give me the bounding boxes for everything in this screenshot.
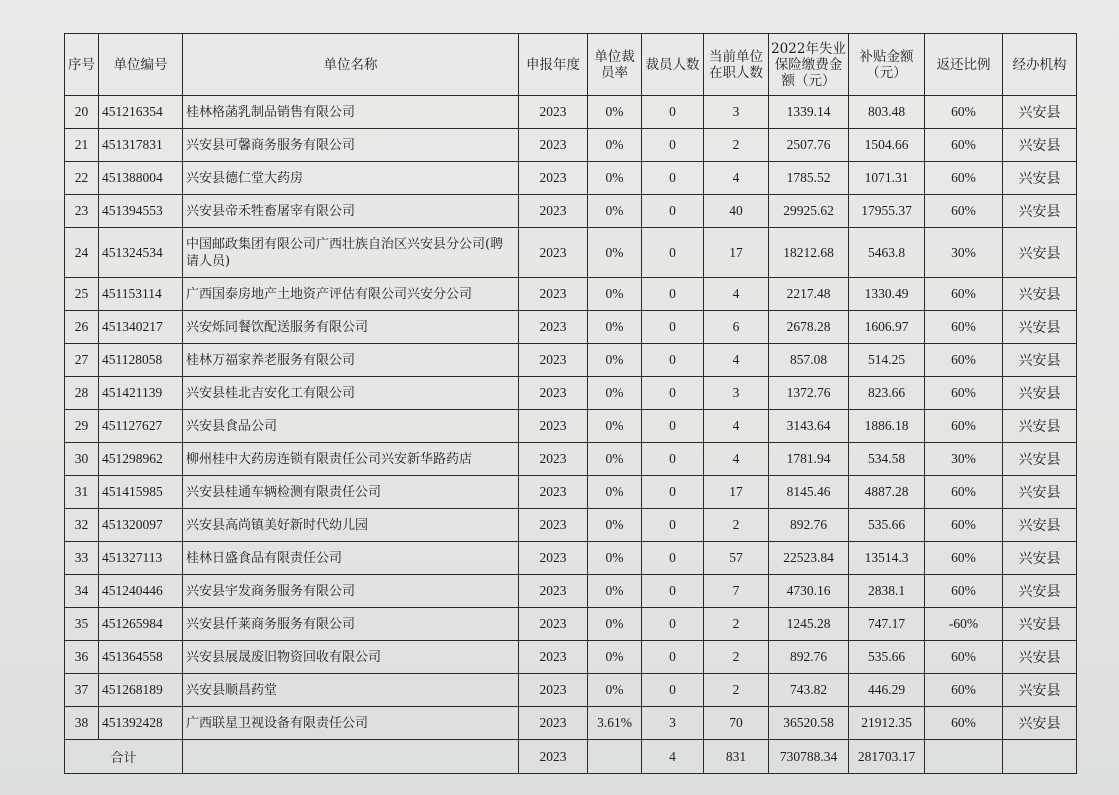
cell-name: 兴安县仟莱商务服务有限公司 [183, 608, 519, 641]
cell-current-staff: 2 [704, 641, 769, 674]
cell-layoff-count: 0 [642, 129, 704, 162]
cell-insurance-fee: 2678.28 [769, 311, 849, 344]
cell-layoff-rate: 0% [588, 311, 642, 344]
table-row [65, 377, 1077, 410]
cell-name: 兴安县宇发商务服务有限公司 [183, 575, 519, 608]
cell-subsidy: 514.25 [849, 344, 925, 377]
cell-seq: 32 [65, 509, 99, 542]
cell-refund-ratio: 60% [925, 311, 1003, 344]
total-subsidy: 281703.17 [849, 740, 925, 774]
cell-insurance-fee: 36520.58 [769, 707, 849, 740]
cell-agency: 兴安县 [1003, 162, 1077, 195]
cell-layoff-rate: 0% [588, 476, 642, 509]
cell-current-staff: 17 [704, 476, 769, 509]
total-layoff-rate-cell [588, 740, 642, 774]
cell-refund-ratio: 60% [925, 195, 1003, 228]
cell-layoff-count: 0 [642, 228, 704, 278]
cell-subsidy: 13514.3 [849, 542, 925, 575]
cell-agency: 兴安县 [1003, 96, 1077, 129]
cell-refund-ratio: 60% [925, 575, 1003, 608]
table-row [65, 410, 1077, 443]
cell-layoff-rate: 0% [588, 608, 642, 641]
cell-layoff-rate: 0% [588, 228, 642, 278]
cell-current-staff: 6 [704, 311, 769, 344]
cell-subsidy: 1071.31 [849, 162, 925, 195]
cell-layoff-rate: 0% [588, 96, 642, 129]
cell-code: 451340217 [99, 311, 183, 344]
cell-seq: 29 [65, 410, 99, 443]
cell-layoff-rate: 0% [588, 641, 642, 674]
cell-subsidy: 747.17 [849, 608, 925, 641]
table-row [65, 195, 1077, 228]
cell-layoff-count: 0 [642, 311, 704, 344]
cell-current-staff: 4 [704, 344, 769, 377]
total-layoff-count: 4 [642, 740, 704, 774]
cell-layoff-count: 0 [642, 542, 704, 575]
cell-code: 451320097 [99, 509, 183, 542]
cell-refund-ratio: 30% [925, 443, 1003, 476]
cell-code: 451394553 [99, 195, 183, 228]
cell-layoff-count: 0 [642, 410, 704, 443]
table-row [65, 96, 1077, 129]
cell-code: 451324534 [99, 228, 183, 278]
table-row [65, 228, 1077, 278]
cell-name: 兴安县食品公司 [183, 410, 519, 443]
cell-layoff-rate: 0% [588, 674, 642, 707]
cell-subsidy: 803.48 [849, 96, 925, 129]
cell-insurance-fee: 18212.68 [769, 228, 849, 278]
cell-layoff-count: 0 [642, 443, 704, 476]
cell-layoff-rate: 0% [588, 344, 642, 377]
cell-layoff-rate: 0% [588, 410, 642, 443]
header-current-staff: 当前单位在职人数 [704, 34, 769, 96]
cell-refund-ratio: 60% [925, 162, 1003, 195]
cell-agency: 兴安县 [1003, 311, 1077, 344]
cell-layoff-count: 0 [642, 509, 704, 542]
cell-layoff-rate: 0% [588, 443, 642, 476]
cell-subsidy: 535.66 [849, 641, 925, 674]
cell-insurance-fee: 1339.14 [769, 96, 849, 129]
cell-agency: 兴安县 [1003, 377, 1077, 410]
cell-insurance-fee: 8145.46 [769, 476, 849, 509]
header-agency: 经办机构 [1003, 34, 1077, 96]
cell-layoff-count: 0 [642, 641, 704, 674]
cell-current-staff: 4 [704, 162, 769, 195]
cell-refund-ratio: -60% [925, 608, 1003, 641]
cell-seq: 23 [65, 195, 99, 228]
cell-layoff-rate: 0% [588, 575, 642, 608]
cell-layoff-count: 0 [642, 476, 704, 509]
cell-layoff-count: 0 [642, 162, 704, 195]
cell-code: 451327113 [99, 542, 183, 575]
cell-current-staff: 4 [704, 278, 769, 311]
cell-agency: 兴安县 [1003, 674, 1077, 707]
cell-seq: 34 [65, 575, 99, 608]
cell-refund-ratio: 60% [925, 641, 1003, 674]
cell-seq: 31 [65, 476, 99, 509]
cell-subsidy: 534.58 [849, 443, 925, 476]
header-insurance-fee: 2022年失业保险缴费金额（元） [769, 34, 849, 96]
table-row [65, 542, 1077, 575]
cell-year: 2023 [519, 509, 588, 542]
cell-name: 广西国泰房地产土地资产评估有限公司兴安分公司 [183, 278, 519, 311]
cell-subsidy: 1606.97 [849, 311, 925, 344]
cell-subsidy: 535.66 [849, 509, 925, 542]
table-row [65, 344, 1077, 377]
cell-current-staff: 2 [704, 674, 769, 707]
cell-subsidy: 1886.18 [849, 410, 925, 443]
cell-name: 兴安县桂通车辆检测有限责任公司 [183, 476, 519, 509]
cell-refund-ratio: 60% [925, 129, 1003, 162]
cell-year: 2023 [519, 129, 588, 162]
table-row [65, 311, 1077, 344]
table-row [65, 674, 1077, 707]
cell-insurance-fee: 892.76 [769, 641, 849, 674]
cell-name: 兴安县展晟废旧物资回收有限公司 [183, 641, 519, 674]
cell-seq: 36 [65, 641, 99, 674]
cell-year: 2023 [519, 575, 588, 608]
cell-subsidy: 823.66 [849, 377, 925, 410]
cell-year: 2023 [519, 311, 588, 344]
cell-refund-ratio: 60% [925, 476, 1003, 509]
cell-insurance-fee: 1245.28 [769, 608, 849, 641]
cell-code: 451421139 [99, 377, 183, 410]
cell-layoff-rate: 3.61% [588, 707, 642, 740]
cell-agency: 兴安县 [1003, 344, 1077, 377]
cell-name: 中国邮政集团有限公司广西壮族自治区兴安县分公司(聘请人员) [183, 228, 519, 278]
cell-current-staff: 4 [704, 443, 769, 476]
cell-name: 兴安县德仁堂大药房 [183, 162, 519, 195]
cell-insurance-fee: 2217.48 [769, 278, 849, 311]
cell-refund-ratio: 60% [925, 96, 1003, 129]
cell-seq: 38 [65, 707, 99, 740]
cell-layoff-rate: 0% [588, 377, 642, 410]
cell-subsidy: 17955.37 [849, 195, 925, 228]
table-row [65, 608, 1077, 641]
cell-agency: 兴安县 [1003, 410, 1077, 443]
cell-year: 2023 [519, 608, 588, 641]
cell-seq: 24 [65, 228, 99, 278]
cell-year: 2023 [519, 476, 588, 509]
cell-subsidy: 5463.8 [849, 228, 925, 278]
cell-code: 451216354 [99, 96, 183, 129]
cell-seq: 33 [65, 542, 99, 575]
cell-refund-ratio: 60% [925, 707, 1003, 740]
table-row [65, 509, 1077, 542]
cell-refund-ratio: 60% [925, 674, 1003, 707]
cell-current-staff: 2 [704, 509, 769, 542]
header-row [65, 34, 1077, 96]
cell-insurance-fee: 22523.84 [769, 542, 849, 575]
cell-code: 451153114 [99, 278, 183, 311]
cell-agency: 兴安县 [1003, 641, 1077, 674]
cell-subsidy: 4887.28 [849, 476, 925, 509]
cell-year: 2023 [519, 641, 588, 674]
cell-year: 2023 [519, 195, 588, 228]
cell-subsidy: 2838.1 [849, 575, 925, 608]
table-row [65, 641, 1077, 674]
cell-year: 2023 [519, 674, 588, 707]
cell-current-staff: 3 [704, 377, 769, 410]
cell-refund-ratio: 60% [925, 377, 1003, 410]
cell-current-staff: 57 [704, 542, 769, 575]
table-body [65, 96, 1077, 740]
cell-insurance-fee: 3143.64 [769, 410, 849, 443]
cell-layoff-rate: 0% [588, 195, 642, 228]
cell-insurance-fee: 1372.76 [769, 377, 849, 410]
total-name-cell [183, 740, 519, 774]
cell-current-staff: 70 [704, 707, 769, 740]
cell-layoff-count: 0 [642, 575, 704, 608]
cell-agency: 兴安县 [1003, 608, 1077, 641]
cell-agency: 兴安县 [1003, 278, 1077, 311]
cell-insurance-fee: 4730.16 [769, 575, 849, 608]
cell-current-staff: 4 [704, 410, 769, 443]
cell-code: 451392428 [99, 707, 183, 740]
cell-name: 桂林格菡乳制品销售有限公司 [183, 96, 519, 129]
cell-year: 2023 [519, 228, 588, 278]
cell-layoff-count: 0 [642, 96, 704, 129]
cell-code: 451265984 [99, 608, 183, 641]
cell-year: 2023 [519, 377, 588, 410]
header-year: 申报年度 [519, 34, 588, 96]
cell-refund-ratio: 60% [925, 509, 1003, 542]
cell-year: 2023 [519, 278, 588, 311]
cell-layoff-rate: 0% [588, 542, 642, 575]
header-layoff-count: 裁员人数 [642, 34, 704, 96]
cell-current-staff: 3 [704, 96, 769, 129]
cell-name: 桂林万福家养老服务有限公司 [183, 344, 519, 377]
header-layoff-rate: 单位裁员率 [588, 34, 642, 96]
cell-code: 451388004 [99, 162, 183, 195]
cell-name: 桂林日盛食品有限责任公司 [183, 542, 519, 575]
cell-year: 2023 [519, 542, 588, 575]
cell-code: 451415985 [99, 476, 183, 509]
cell-refund-ratio: 60% [925, 344, 1003, 377]
cell-code: 451317831 [99, 129, 183, 162]
header-seq: 序号 [65, 34, 99, 96]
cell-insurance-fee: 892.76 [769, 509, 849, 542]
cell-layoff-count: 0 [642, 674, 704, 707]
table-row [65, 476, 1077, 509]
cell-insurance-fee: 1785.52 [769, 162, 849, 195]
header-name: 单位名称 [183, 34, 519, 96]
cell-insurance-fee: 1781.94 [769, 443, 849, 476]
cell-agency: 兴安县 [1003, 509, 1077, 542]
cell-agency: 兴安县 [1003, 443, 1077, 476]
table-row [65, 162, 1077, 195]
cell-agency: 兴安县 [1003, 575, 1077, 608]
cell-layoff-count: 0 [642, 278, 704, 311]
cell-current-staff: 7 [704, 575, 769, 608]
cell-year: 2023 [519, 410, 588, 443]
cell-code: 451128058 [99, 344, 183, 377]
cell-refund-ratio: 60% [925, 278, 1003, 311]
cell-seq: 20 [65, 96, 99, 129]
total-year: 2023 [519, 740, 588, 774]
cell-agency: 兴安县 [1003, 542, 1077, 575]
cell-refund-ratio: 30% [925, 228, 1003, 278]
cell-code: 451127627 [99, 410, 183, 443]
cell-insurance-fee: 857.08 [769, 344, 849, 377]
cell-subsidy: 21912.35 [849, 707, 925, 740]
cell-current-staff: 17 [704, 228, 769, 278]
cell-name: 兴安县高尚镇美好新时代幼儿园 [183, 509, 519, 542]
table-row [65, 443, 1077, 476]
cell-year: 2023 [519, 162, 588, 195]
cell-seq: 28 [65, 377, 99, 410]
subsidy-table [64, 33, 1077, 774]
table-row [65, 278, 1077, 311]
cell-layoff-rate: 0% [588, 162, 642, 195]
header-subsidy: 补贴金额（元） [849, 34, 925, 96]
cell-seq: 22 [65, 162, 99, 195]
cell-layoff-count: 0 [642, 344, 704, 377]
cell-name: 兴安烁同餐饮配送服务有限公司 [183, 311, 519, 344]
cell-name: 兴安县帝禾牲畜屠宰有限公司 [183, 195, 519, 228]
cell-code: 451298962 [99, 443, 183, 476]
total-agency-cell [1003, 740, 1077, 774]
cell-current-staff: 40 [704, 195, 769, 228]
cell-subsidy: 1504.66 [849, 129, 925, 162]
cell-layoff-count: 0 [642, 195, 704, 228]
total-label: 合计 [65, 740, 183, 774]
cell-seq: 26 [65, 311, 99, 344]
cell-agency: 兴安县 [1003, 195, 1077, 228]
cell-name: 广西联星卫视设备有限责任公司 [183, 707, 519, 740]
cell-current-staff: 2 [704, 608, 769, 641]
cell-seq: 35 [65, 608, 99, 641]
cell-layoff-count: 0 [642, 377, 704, 410]
cell-seq: 21 [65, 129, 99, 162]
header-code: 单位编号 [99, 34, 183, 96]
cell-year: 2023 [519, 344, 588, 377]
cell-refund-ratio: 60% [925, 542, 1003, 575]
cell-layoff-count: 0 [642, 608, 704, 641]
header-refund-ratio: 返还比例 [925, 34, 1003, 96]
cell-name: 柳州桂中大药房连锁有限责任公司兴安新华路药店 [183, 443, 519, 476]
cell-seq: 25 [65, 278, 99, 311]
cell-year: 2023 [519, 707, 588, 740]
table-row [65, 707, 1077, 740]
cell-year: 2023 [519, 443, 588, 476]
cell-code: 451364558 [99, 641, 183, 674]
cell-insurance-fee: 29925.62 [769, 195, 849, 228]
cell-layoff-rate: 0% [588, 129, 642, 162]
cell-seq: 27 [65, 344, 99, 377]
cell-name: 兴安县可馨商务服务有限公司 [183, 129, 519, 162]
cell-code: 451268189 [99, 674, 183, 707]
table-row [65, 575, 1077, 608]
cell-agency: 兴安县 [1003, 707, 1077, 740]
cell-agency: 兴安县 [1003, 129, 1077, 162]
cell-code: 451240446 [99, 575, 183, 608]
cell-agency: 兴安县 [1003, 228, 1077, 278]
cell-name: 兴安县桂北吉安化工有限公司 [183, 377, 519, 410]
cell-layoff-rate: 0% [588, 278, 642, 311]
cell-refund-ratio: 60% [925, 410, 1003, 443]
cell-name: 兴安县顺昌药堂 [183, 674, 519, 707]
cell-current-staff: 2 [704, 129, 769, 162]
cell-agency: 兴安县 [1003, 476, 1077, 509]
cell-insurance-fee: 743.82 [769, 674, 849, 707]
table-row [65, 129, 1077, 162]
total-refund-ratio-cell [925, 740, 1003, 774]
cell-layoff-rate: 0% [588, 509, 642, 542]
cell-subsidy: 1330.49 [849, 278, 925, 311]
cell-insurance-fee: 2507.76 [769, 129, 849, 162]
total-current-staff: 831 [704, 740, 769, 774]
cell-seq: 37 [65, 674, 99, 707]
total-row [65, 740, 1077, 774]
cell-seq: 30 [65, 443, 99, 476]
total-insurance-fee: 730788.34 [769, 740, 849, 774]
cell-year: 2023 [519, 96, 588, 129]
cell-subsidy: 446.29 [849, 674, 925, 707]
cell-layoff-count: 3 [642, 707, 704, 740]
